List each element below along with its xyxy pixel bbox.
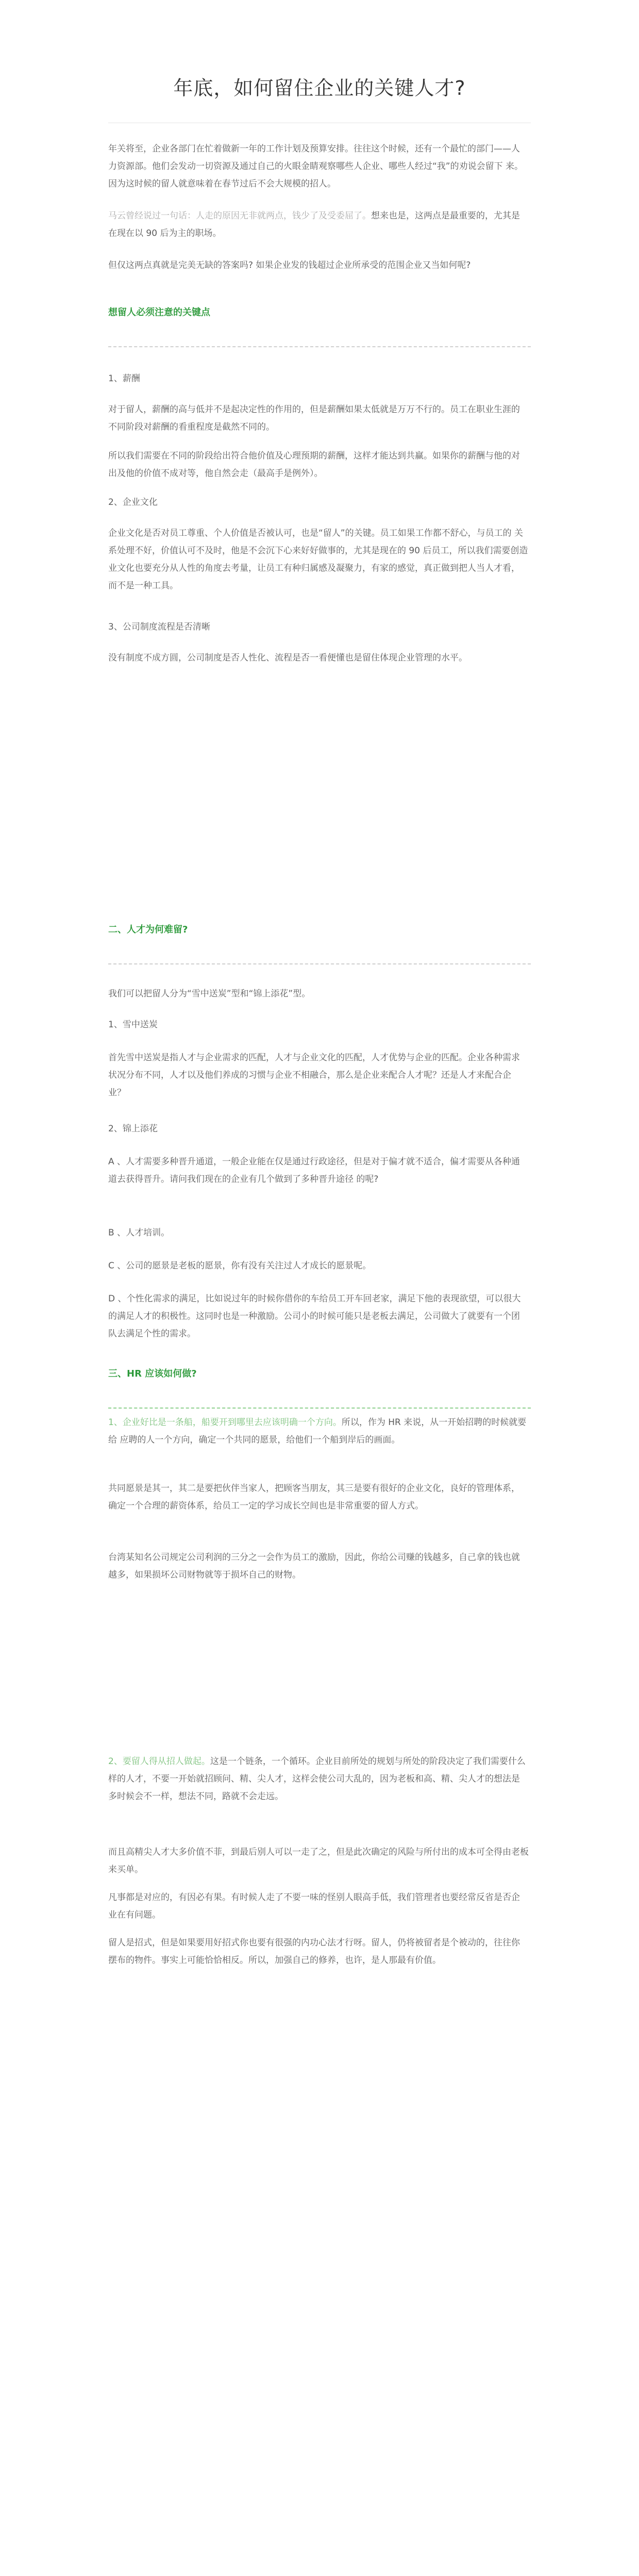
- section1-item2-paragraph1: 企业文化是否对员工尊重、个人价值是否被认可，也是“留人”的关键。员工如果工作都不舒心，与员工的 关系处理不好，价值认可不及时，他是不会沉下心来好好做事的，尤其是现在的 90 后员工，所以我们需要创造 业文化也要充分从人性的角度去考量，让员工有种归属感及凝聚力，有家的感觉，真正做到把人当人才看， 而不是一种工具。: [108, 528, 528, 591]
- section2-paragraph1: 我们可以把留人分为“雪中送炭”型和“锦上添花”型。: [108, 989, 311, 999]
- section3-block1-lead: 1、企业好比是一条船，船要开到哪里去应该明确一个方向。: [108, 1417, 342, 1428]
- section3-block2-paragraph1: [108, 1753, 531, 1805]
- section3-block1-paragraph3: 台湾某知名公司规定公司利润的三分之一会作为员工的激励，因此，你给公司赚的钱越多，自己拿的钱也就 越多，如果损坏公司财物就等于损坏自己的财物。: [108, 1552, 520, 1580]
- section1-item3-paragraph1: 没有制度不成方圆，公司制度是否人性化、流程是否一看便懂也是留住体现企业管理的水平。: [108, 653, 467, 663]
- section3-block2-paragraph2: 而且高精尖人才大多价值不菲，到最后别人可以一走了之，但是此次确定的风险与所付出的成本可全得由老板 来买单。: [108, 1847, 529, 1875]
- section3-block2-paragraph4: 留人是招式，但是如果要用好招式你也要有很强的内功心法才行呀。留人，仍将被留者是个被动的，往往你 摆布的物件。事实上可能恰恰相反。所以，加强自己的修养，也许，是人那最有价值。: [108, 1938, 520, 1965]
- section3-heading: 三、HR 应该如何做?: [108, 1368, 197, 1379]
- section1-item1-paragraph2: 所以我们需要在不同的阶段给出符合他价值及心理预期的薪酬，这样才能达到共赢。如果你的薪酬与他的对 出及他的价值不成对等，他自然会走（最高手是例外）。: [108, 451, 520, 479]
- section3-block1-paragraph1: [108, 1414, 531, 1449]
- section2-item2-title: 2、锦上添花: [108, 1124, 158, 1134]
- section2-option-b: B 、人才培训。: [108, 1228, 170, 1238]
- section3-block2-paragraph3: 凡事都是对应的，有因必有果。有时候人走了不要一味的怪别人眼高手低，我们管理者也要经常反省是否企 业在有问题。: [108, 1892, 520, 1920]
- intro-paragraph-3: 但仅这两点真就是完美无缺的答案吗? 如果企业发的钱超过企业所承受的范围企业又当如何呢?: [108, 260, 471, 270]
- intro-paragraph-2: [108, 207, 531, 242]
- section3-divider: [108, 1408, 531, 1409]
- section1-item1-title: 1、薪酬: [108, 374, 140, 384]
- section2-divider: [108, 963, 531, 964]
- intro-paragraph-1: 年关将至，企业各部门在忙着做新一年的工作计划及预算安排。往往这个时候，还有一个最忙的部门——人 力资源部。他们会发动一切资源及通过自己的火眼金睛观察哪些人企业、哪些人经过“我”的劝说会留下 来。因为这时候的留人就意味着在春节过后不会大规模的招人。: [108, 144, 524, 189]
- section3-block2-rest: 这是一个链条，一个循环。企业目前所处的规划与所处的阶段决定了我们需要什么 样的人才，不要一开始就招顾问、精、尖人才，这样会使公司大乱的，因为老板和高、精、尖人才的想法是 多时候会不一样，想法不同，路就不会走远。: [108, 1756, 526, 1802]
- section2-option-a: A 、人才需要多种晋升通道，一般企业能在仅是通过行政途径，但是对于偏才就不适合，偏才需要从各种通 道去获得晋升。请问我们现在的企业有几个做到了多种晋升途径 的呢?: [108, 1157, 520, 1184]
- section2-heading: 二、人才为何难留?: [108, 924, 188, 935]
- section2-option-c: C 、公司的愿景是老板的愿景，你有没有关注过人才成长的愿景呢。: [108, 1261, 372, 1271]
- section1-item1-paragraph1: 对于留人，薪酬的高与低并不是起决定性的作用的，但是薪酬如果太低就是万万不行的。员工在职业生涯的 不同阶段对薪酬的看重程度是截然不同的。: [108, 404, 520, 432]
- section2-item1-paragraph1: 首先雪中送炭是指人才与企业需求的匹配，人才与企业文化的匹配，人才优势与企业的匹配。企业各种需求 状况分布不同，人才以及他们养成的习惯与企业不相融合，那么是企业来配合人才呢？还是人才来配合企 业？: [108, 1053, 520, 1098]
- section1-item3-title: 3、公司制度流程是否清晰: [108, 622, 210, 632]
- section3-block1-rest: 所以，作为 HR 来说，从一开始招聘的时候就要给 应聘的人一个方向，确定一个共同的愿景，给他们一个船到岸后的画面。: [108, 1417, 527, 1445]
- intro-quote: 马云曾经说过一句话：人走的原因无非就两点，钱少了及受委屈了。: [108, 211, 371, 221]
- section1-heading: 想留人必须注意的关键点: [108, 307, 210, 318]
- section1-divider: [108, 346, 531, 347]
- article-title: 年底，如何留住企业的关键人才?: [173, 77, 466, 99]
- section1-item2-title: 2、企业文化: [108, 497, 158, 507]
- section3-block2-lead: 2、要留人得从招人做起。: [108, 1756, 210, 1767]
- section3-block1-paragraph2: 共同愿景是其一，其二是要把伙伴当家人，把顾客当朋友，其三是要有很好的企业文化，良好的管理体系， 确定一个合理的薪资体系，给员工一定的学习成长空间也是非常重要的留人方式。: [108, 1483, 520, 1511]
- section2-option-d: D 、个性化需求的满足，比如说过年的时候你借你的车给员工开车回老家，满足下他的表现欲望，可以很大 的满足人才的积极性。这同时也是一种激励。公司小的时候可能只是老板去满足，公司做大了就要有一个团 队去满足个性的需求。: [108, 1294, 521, 1339]
- section2-item1-title: 1、雪中送炭: [108, 1020, 158, 1030]
- intro-quote-followup: 想来也是，这两点是最重要的，尤其是 在现在以 90 后为主的职场。: [108, 211, 520, 239]
